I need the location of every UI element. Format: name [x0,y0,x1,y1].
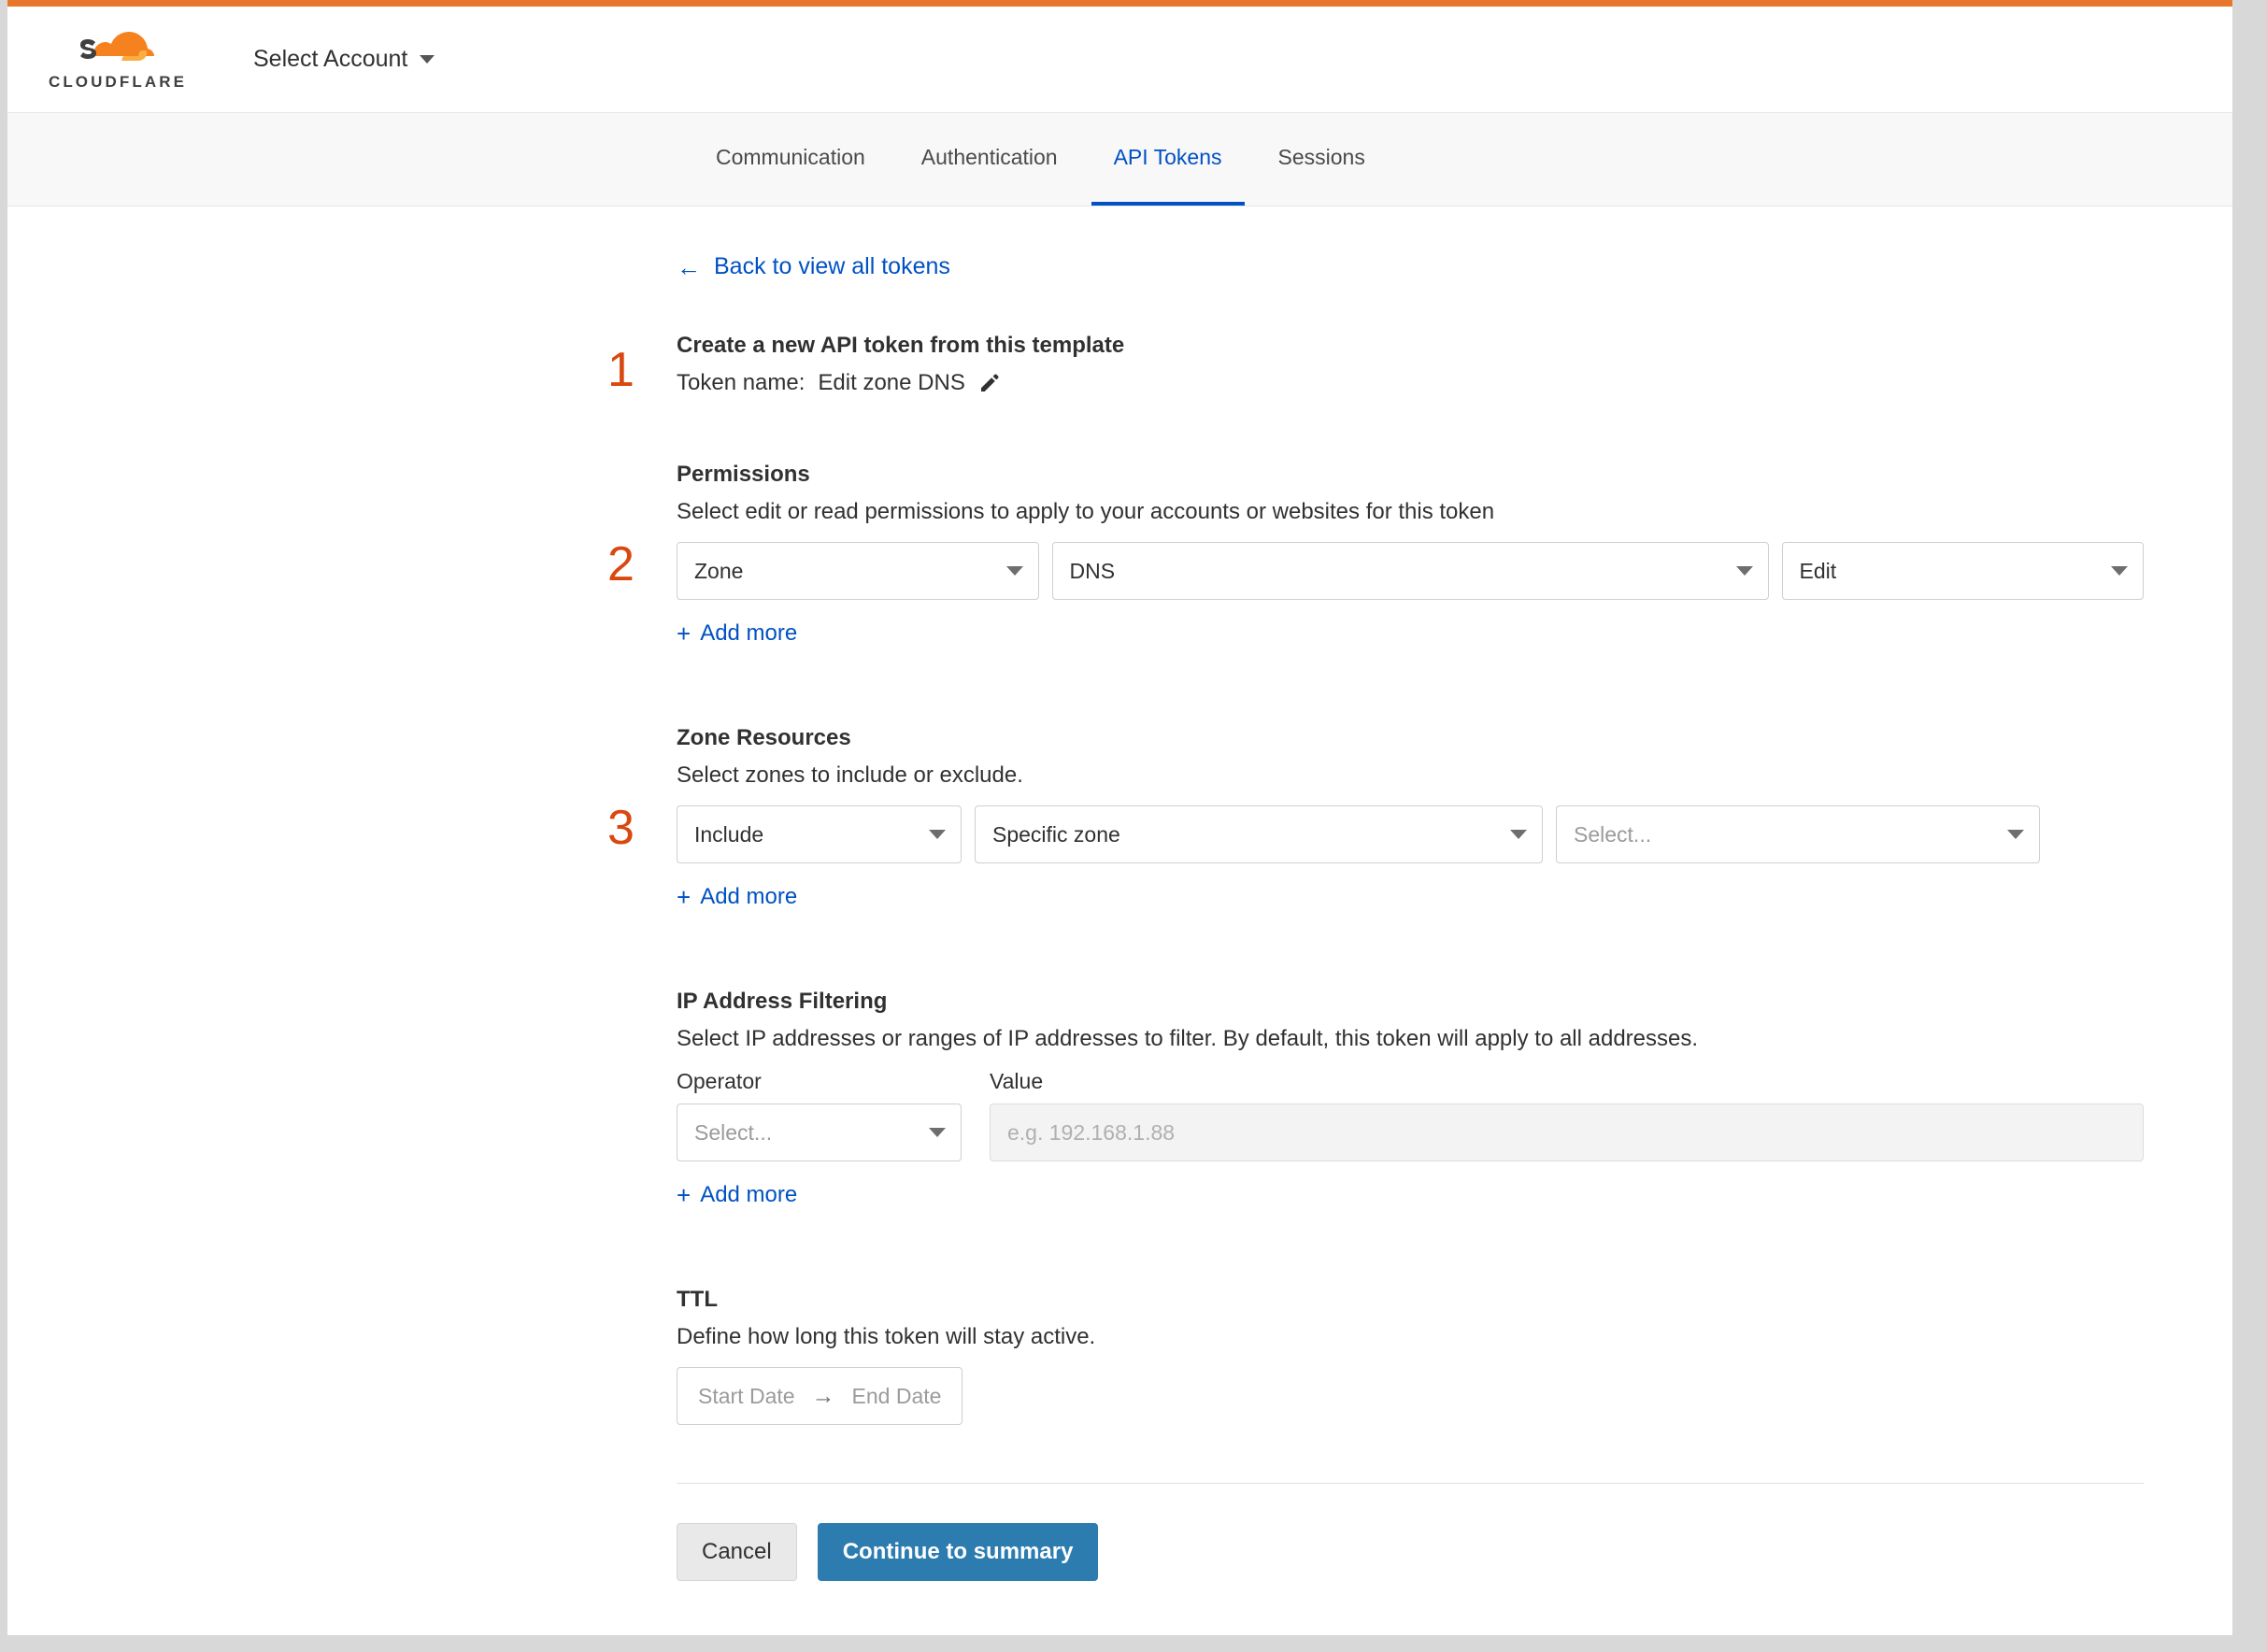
token-name-value: Edit zone DNS [818,370,965,395]
ip-filtering-add-more-button[interactable] [677,1182,797,1208]
form-actions [677,1523,2144,1581]
continue-to-summary-button[interactable]: Continue to summary [818,1523,1099,1581]
logo-wordmark: CLOUDFLARE [48,72,188,91]
permissions-title: Permissions [677,462,810,487]
back-to-all-tokens-link[interactable] [677,253,950,280]
tab-authentication-label: Authentication [920,145,1058,169]
value-label: Value [990,1069,1044,1093]
plus-icon: + [677,620,692,648]
ip-operator-select[interactable] [677,1104,962,1161]
app-header [0,7,2267,113]
ttl-section [677,1287,2144,1425]
step-number-2: 2 [607,537,634,591]
permissions-section [607,462,2144,648]
step-number-1: 1 [607,343,634,397]
account-selector-label: Select Account [253,46,408,72]
zone-resources-description: Select zones to include or exclude. [677,762,1023,788]
section-nav [0,113,2267,206]
plus-icon: + [677,883,692,911]
zone-resources-row [677,805,2144,863]
permissions-add-more-button[interactable] [677,620,797,647]
tab-communication[interactable] [693,113,888,206]
cloudflare-cloud-icon [62,28,174,71]
arrow-right-icon: → [811,1382,835,1409]
chevron-down-icon [1006,566,1023,576]
template-section [607,333,2144,397]
permissions-description: Select edit or read permissions to apply to your accounts or websites for this token [677,499,1495,524]
permission-access-value: Edit [1799,558,1837,583]
step-number-3: 3 [607,801,634,855]
permission-scope-value: Zone [694,558,744,583]
chevron-down-icon [1510,830,1527,839]
zone-type-value: Specific zone [992,821,1120,847]
ip-filtering-add-more-label: Add more [700,1182,798,1207]
tab-authentication[interactable] [899,113,1080,206]
back-link-label: Back to view all tokens [714,253,950,279]
cloudflare-logo[interactable] [26,28,209,92]
permission-scope-select[interactable] [677,542,1039,600]
permissions-row [677,542,2144,600]
main-content [0,206,2267,1581]
template-title: Create a new API token from this template [677,333,1125,358]
chevron-down-icon [1736,566,1753,576]
tab-sessions-label: Sessions [1277,145,1365,169]
chevron-down-icon [420,55,435,64]
pencil-icon[interactable] [978,372,1001,394]
tab-api-tokens-label: API Tokens [1113,145,1222,169]
zone-mode-value: Include [694,821,764,847]
zone-resources-section [607,725,2144,911]
ttl-description: Define how long this token will stay active. [677,1324,1096,1349]
chevron-down-icon [2111,566,2128,576]
tab-api-tokens[interactable] [1091,113,1245,206]
ip-filtering-section [677,989,2144,1208]
chevron-down-icon [929,830,946,839]
permissions-add-more-label: Add more [700,620,798,646]
ttl-start-date: Start Date [698,1383,795,1408]
zone-picker-placeholder: Select... [1574,821,1652,847]
ip-filtering-description: Select IP addresses or ranges of IP addresses to filter. By default, this token will apply to all addresses. [677,1026,1699,1051]
operator-label: Operator [677,1069,762,1093]
zone-resources-add-more-button[interactable] [677,884,797,910]
zone-mode-select[interactable] [677,805,962,863]
ip-filtering-row [677,1069,2144,1161]
zone-resources-title: Zone Resources [677,725,851,750]
ttl-date-range-picker[interactable] [677,1367,962,1425]
arrow-left-icon: ← [677,252,701,281]
tab-sessions[interactable] [1256,113,1388,206]
tab-communication-label: Communication [716,145,865,169]
chevron-down-icon [2007,830,2024,839]
footer-divider [677,1483,2144,1484]
ip-value-placeholder: e.g. 192.168.1.88 [1007,1119,1176,1145]
token-name-prefix: Token name: [677,370,806,395]
ip-filtering-title: IP Address Filtering [677,989,888,1014]
brand-accent-bar [0,0,2267,7]
ip-value-input[interactable] [990,1104,2144,1161]
ttl-title: TTL [677,1287,718,1312]
permission-resource-value: DNS [1069,558,1116,583]
token-name-row [677,370,2144,396]
account-selector[interactable] [253,46,435,73]
plus-icon: + [677,1181,692,1209]
ip-operator-placeholder: Select... [694,1119,773,1145]
cancel-button[interactable]: Cancel [677,1523,797,1581]
ttl-end-date: End Date [851,1383,942,1408]
zone-resources-add-more-label: Add more [700,884,798,909]
zone-type-select[interactable] [975,805,1543,863]
permission-access-select[interactable] [1782,542,2145,600]
zone-picker-select[interactable] [1556,805,2040,863]
chevron-down-icon [929,1128,946,1137]
permission-resource-select[interactable] [1052,542,1769,600]
bottom-edge-gutter [0,1635,2267,1652]
